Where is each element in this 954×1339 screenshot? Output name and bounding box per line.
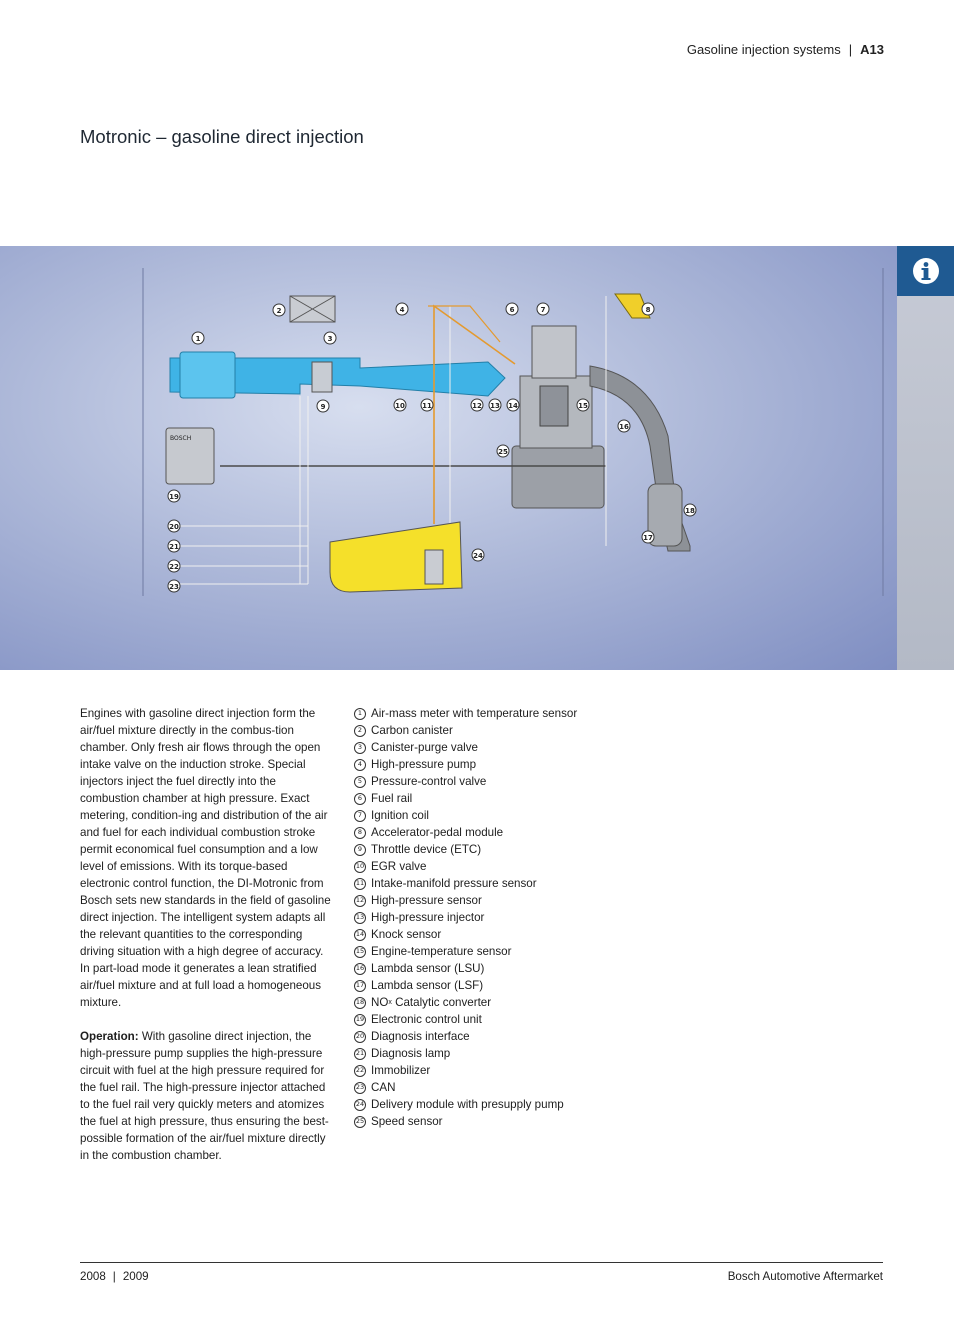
svg-text:9: 9 [320,403,326,411]
footer-year-1: 2008 [80,1270,106,1283]
legend-item [354,773,654,790]
side-strip [897,246,954,670]
legend-number: 25 [354,1116,366,1128]
callout-22 [168,560,180,572]
legend-label: Intake-manifold pressure sensor [371,877,537,890]
footer-edition [80,1270,149,1283]
svg-text:22: 22 [169,563,179,571]
fuel-line-high-pressure [434,306,515,524]
header-page-number: A13 [860,42,884,57]
legend-number: 16 [354,963,366,975]
callout-11 [421,399,433,411]
callout-18 [684,504,696,516]
legend-label: Diagnosis lamp [371,1047,451,1060]
svg-text:23: 23 [169,583,179,591]
legend-number: 4 [354,759,366,771]
paragraph-intro: Engines with gasoline direct injection form the air/fuel mixture directly in the combus-tion chamber. Only fresh air flows through the open intake valve on the induction stroke. Special injectors inject the fuel directly into the combustion chamber at high pressure. Exact metering, condition-ing and distribution of the air and fuel for each individual combustion stroke permit economical fuel consumption and a low level of emissions. With its torque-based electronic control function, the DI-Motronic from Bosch sets new standards in the field of gasoline direct injection. The intelligent system adapts all the relevant quantities to the corresponding driving situation with a high degree of accuracy. In part-load mode it generates a lean stratified air/fuel mixture and at full load a homogeneous mixture. [80,707,331,1009]
legend-number: 3 [354,742,366,754]
paragraph-operation [80,1028,336,1164]
system-diagram [0,246,897,670]
legend-item [354,1079,654,1096]
legend-label: Speed sensor [371,1115,443,1128]
legend-label: Accelerator-pedal module [371,826,504,839]
legend-item [354,858,654,875]
legend-label: Ignition coil [371,809,430,822]
callout-15 [577,399,589,411]
diagram-drawing [0,246,897,670]
legend-item [354,943,654,960]
footer-publisher: Bosch Automotive Aftermarket [727,1270,883,1283]
running-header [687,42,884,57]
callout-23 [168,580,180,592]
ecu-brand-label: BOSCH [170,435,192,442]
legend-number: 11 [354,878,366,890]
svg-text:7: 7 [540,306,546,314]
legend-item [354,1113,654,1130]
air-mass-meter-shape [180,352,235,398]
legend-number: 2 [354,725,366,737]
legend-item [354,960,654,977]
piston [540,386,568,426]
footer-rule [80,1262,883,1263]
legend-label: Electronic control unit [371,1013,482,1026]
header-section: Gasoline injection systems [686,42,841,57]
svg-text:2: 2 [276,307,282,315]
engine-block-lower [512,446,604,508]
callout-20 [168,520,180,532]
svg-text:13: 13 [490,402,500,410]
svg-text:10: 10 [395,402,405,410]
callout-1 [192,332,204,344]
callout-3 [324,332,336,344]
legend-number: 15 [354,946,366,958]
callout-4 [396,303,408,315]
legend-label: High-pressure pump [371,758,477,771]
svg-text:15: 15 [578,402,588,410]
legend-label: Throttle device (ETC) [371,843,482,856]
legend-label: Fuel rail [371,792,413,805]
legend-item [354,1011,654,1028]
legend-item [354,875,654,892]
fuel-line-return [428,306,500,342]
legend-item [354,1028,654,1045]
body-text [80,705,336,1181]
legend-label: Lambda sensor (LSU) [371,962,485,975]
callout-19 [168,490,180,502]
legend-label: High-pressure injector [371,911,485,924]
svg-text:24: 24 [473,552,483,560]
legend-subscript: x [388,999,392,1006]
callout-13 [489,399,501,411]
legend-number: 18 [354,997,366,1009]
callout-10 [394,399,406,411]
legend-number: 9 [354,844,366,856]
legend-number: 7 [354,810,366,822]
legend-number: 17 [354,980,366,992]
legend-item [354,1045,654,1062]
legend-label: Diagnosis interface [371,1030,470,1043]
legend-label: Immobilizer [371,1064,431,1077]
legend-number: 20 [354,1031,366,1043]
legend-label: Knock sensor [371,928,442,941]
legend-number: 8 [354,827,366,839]
svg-text:19: 19 [169,493,179,501]
callout-21 [168,540,180,552]
legend-item [354,1096,654,1113]
legend-item [354,739,654,756]
throttle-device-shape [312,362,332,392]
legend-number: 6 [354,793,366,805]
svg-text:8: 8 [645,306,651,314]
legend-label: Pressure-control valve [371,775,487,788]
legend-item [354,892,654,909]
legend-number: 10 [354,861,366,873]
operation-label: Operation: [80,1030,139,1043]
callout-12 [471,399,483,411]
svg-text:14: 14 [508,402,518,410]
callout-2 [273,304,285,316]
info-tab [897,246,954,296]
legend-item [354,790,654,807]
legend-item [354,926,654,943]
legend-number: 19 [354,1014,366,1026]
svg-text:16: 16 [619,423,629,431]
legend-label: NO [371,996,389,1009]
callout-17 [642,531,654,543]
legend-item [354,994,654,1011]
legend-label: Delivery module with presupply pump [371,1098,564,1111]
legend-label: Canister-purge valve [371,741,478,754]
callout-24 [472,549,484,561]
legend-label: Carbon canister [371,724,453,737]
legend-label: EGR valve [371,860,427,873]
svg-text:20: 20 [169,523,179,531]
callout-9 [317,400,329,412]
delivery-module-shape [425,550,443,584]
svg-text:1: 1 [195,335,201,343]
svg-text:21: 21 [169,543,179,551]
callout-25 [497,445,509,457]
footer-year-2: 2009 [122,1270,149,1283]
engine-head [532,326,576,378]
legend-item [354,977,654,994]
legend-number: 21 [354,1048,366,1060]
svg-text:6: 6 [509,306,515,314]
legend-item [354,705,654,722]
legend-number: 14 [354,929,366,941]
svg-text:25: 25 [498,448,508,456]
callout-6 [506,303,518,315]
footer-separator: | [112,1270,116,1283]
legend-item [354,824,654,841]
legend-label-rest: Catalytic converter [391,996,492,1009]
header-separator: | [848,42,853,57]
legend-item [354,722,654,739]
legend-number: 1 [354,708,366,720]
operation-text: With gasoline direct injection, the high-pressure pump supplies the high-pressure circuit with fuel at the high pressure required for the fuel rail. The high-pressure injector attached to the fuel rail very quickly meters and atomizes the fuel at high pressure, thus ensuring the best-possible formation of the air/fuel mixture directly in the combustion chamber. [80,1030,329,1162]
legend-item [354,756,654,773]
legend-label: Engine-temperature sensor [371,945,512,958]
svg-text:3: 3 [327,335,333,343]
info-icon [911,256,941,286]
callout-7 [537,303,549,315]
legend-label: CAN [371,1081,396,1094]
legend-number: 5 [354,776,366,788]
legend-number: 13 [354,912,366,924]
legend-item [354,1062,654,1079]
svg-text:4: 4 [399,306,405,314]
legend-label: Lambda sensor (LSF) [371,979,484,992]
legend-number: 22 [354,1065,366,1077]
callout-14 [507,399,519,411]
svg-text:18: 18 [685,507,695,515]
legend-number: 23 [354,1082,366,1094]
callout-8 [642,303,654,315]
svg-text:17: 17 [643,534,653,542]
page-title: Motronic – gasoline direct injection [80,126,364,147]
legend-item [354,841,654,858]
callout-16 [618,420,630,432]
component-legend [354,705,654,1130]
legend-item [354,909,654,926]
legend-item [354,807,654,824]
svg-text:12: 12 [472,402,482,410]
legend-number: 24 [354,1099,366,1111]
svg-text:11: 11 [422,402,432,410]
legend-label: High-pressure sensor [371,894,482,907]
legend-label: Air-mass meter with temperature sensor [371,707,578,720]
legend-number: 12 [354,895,366,907]
